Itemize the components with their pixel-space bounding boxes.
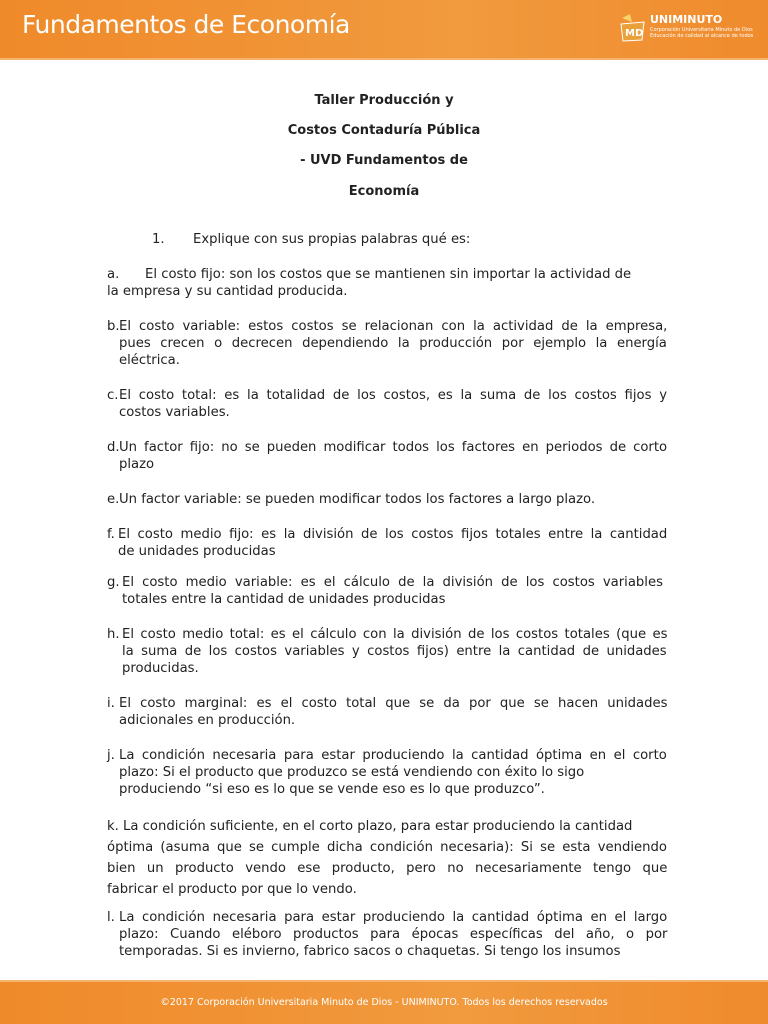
item-h-label: h. — [107, 627, 120, 642]
document-title-line-2: Costos Contaduría Pública — [287, 123, 481, 138]
document-title-line-4: Economía — [348, 184, 420, 199]
logo-subtitle: Corporación Universitaria Minuto de Dios — [650, 27, 753, 33]
list-item: Un factor variable: se pueden modificar todos los factores a largo plazo. — [119, 492, 596, 507]
uniminuto-logo — [616, 10, 754, 46]
list-item: La condición necesaria para estar produciendo la cantidad óptima en el largo plazo: Cuando eléboro productos para épocas específicas del año, o por temporadas. Si es invierno, fabrico sacos o chaquetas. Si tengo los insumos — [119, 910, 668, 959]
list-item: El costo marginal: es el costo total que se da por que se hacen unidades adicionales en producción. — [119, 696, 668, 728]
document-title-line-1: Taller Producción y — [314, 93, 454, 108]
item-e-label: e. — [107, 492, 120, 507]
question-text: Explique con sus propias palabras qué es: — [193, 232, 471, 247]
header-divider — [0, 58, 768, 60]
logo-tagline: Educación de calidad al alcance de todos — [650, 33, 754, 39]
item-i-label: i. — [107, 696, 115, 711]
question-number: 1. — [152, 232, 165, 247]
uniminuto-logo-icon — [618, 12, 648, 44]
question-1 — [152, 231, 470, 248]
list-item: k. La condición suficiente, en el corto plazo, para estar produciendo la cantidad óptima (asuma que se cumple dicha condición necesaria): Si se esta vendiendo bien un producto vendo ese producto, pero no necesariamente tengo que fabricar el producto por que lo vendo. — [107, 819, 668, 897]
logo-mark-text: MD — [625, 28, 644, 39]
copyright-text: ©2017 Corporación Universitaria Minuto de Dios - UNIMINUTO. Todos los derechos reservados — [160, 997, 608, 1008]
document-title-line-3: - UVD Fundamentos de — [300, 153, 468, 168]
item-a-line-1: El costo fijo: son los costos que se mantienen sin importar la actividad de — [145, 267, 632, 282]
item-c-label: c. — [107, 388, 119, 403]
list-item: El costo medio fijo: es la división de los costos fijos totales entre la cantidad de unidades producidas — [118, 527, 668, 559]
list-item: El costo medio variable: es el cálculo de la división de los costos variables totales entre la cantidad de unidades producidas — [122, 575, 663, 607]
item-f-label: f. — [107, 527, 115, 542]
list-item: La condición necesaria para estar produciendo la cantidad óptima en el corto plazo: Si el producto que produzco se está vendiendo con éxito lo sigo produciendo “si eso es lo que se vende eso es lo que produzco”. — [119, 748, 667, 797]
item-k-label: k. — [107, 819, 119, 834]
item-l-label: l. — [107, 910, 115, 925]
list-item: El costo total: es la totalidad de los costos, es la suma de los costos fijos y costos variables. — [119, 388, 668, 420]
item-a-line-2: la empresa y su cantidad producida. — [107, 284, 348, 299]
list-item: El costo medio total: es el cálculo con la división de los costos totales (que es la suma de los costos variables y costos fijos) entre la cantidad de unidades producidas. — [122, 627, 668, 676]
item-j-label: j. — [107, 748, 115, 763]
item-label: a. — [107, 267, 120, 282]
list-item: Un factor fijo: no se pueden modificar todos los factores en periodos de corto plazo — [119, 440, 668, 472]
list-item: El costo variable: estos costos se relacionan con la actividad de la empresa, pues crecen o decrecen dependiendo la producción por ejemplo la energía eléctrica. — [119, 319, 668, 368]
item-g-label: g. — [107, 575, 120, 590]
course-title: Fundamentos de Economía — [22, 10, 350, 39]
logo-name: UNIMINUTO — [650, 13, 723, 26]
item-b-label: b. — [107, 319, 120, 334]
item-d-label: d. — [107, 440, 120, 455]
